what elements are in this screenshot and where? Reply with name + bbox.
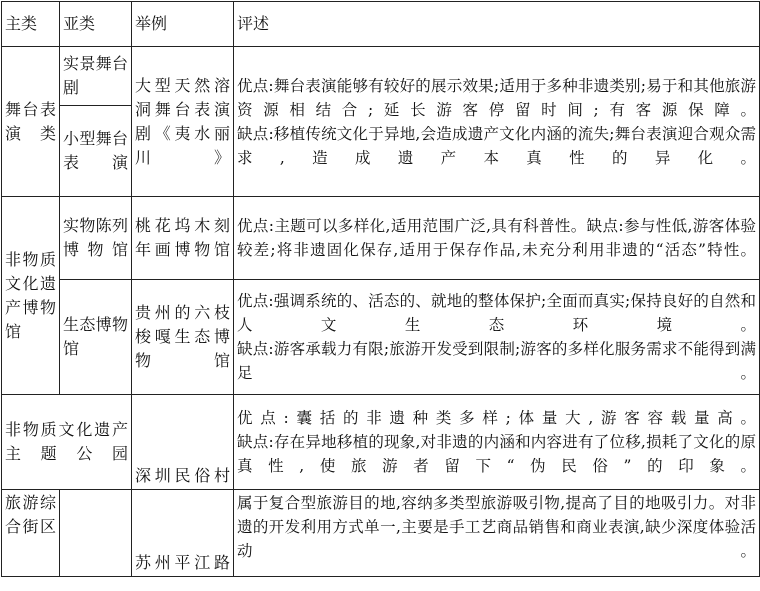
comment-pros: 优点:舞台表演能够有较好的展示效果;适用于多种非遗类别;易于和其他旅游资源相结合;延长游客停留时间;有客源保障。 — [237, 76, 756, 119]
sub-category-cell: 小型舞台表演 — [60, 106, 132, 197]
comment-cell — [234, 395, 760, 490]
header-example: 举例 — [132, 2, 234, 47]
main-category-cell: 旅游综合街区 — [2, 490, 60, 577]
comment-cell — [234, 280, 760, 395]
table-header-row — [2, 2, 760, 47]
heritage-tourism-table — [1, 1, 760, 577]
table-row — [2, 47, 760, 106]
comment-pros: 优点:囊括的非遗种类多样;体量大,游客容载量高。 — [237, 409, 756, 427]
example-cell: 苏州平江路 — [132, 490, 234, 577]
example-cell: 深圳民俗村 — [132, 395, 234, 490]
comment-cell — [234, 197, 760, 280]
main-category-cell: 非物质文化遗产博物馆 — [2, 197, 60, 395]
comment-text: 属于复合型旅游目的地,容纳多类型旅游吸引物,提高了目的地吸引力。对非遗的开发利用方式单一,主要是手工艺商品销售和商业表演,缺少深度体验活动。 — [237, 494, 756, 560]
comment-cell — [234, 47, 760, 197]
header-sub-category: 亚类 — [60, 2, 132, 47]
comment-cons: 缺点:游客承载力有限;旅游开发受到限制;游客的多样化服务需求不能得到满足。 — [237, 340, 756, 382]
example-cell: 大型天然溶洞舞台表演剧《夷水丽川》 — [132, 47, 234, 197]
comment-cons: 缺点:存在异地移植的现象,对非遗的内涵和内容进有了位移,损耗了文化的原真性,使旅游者留下“伪民俗”的印象。 — [237, 433, 756, 475]
sub-category-cell — [60, 490, 132, 577]
sub-category-cell: 实物陈列博物馆 — [60, 197, 132, 280]
example-cell: 贵州的六枝梭嘎生态博物馆 — [132, 280, 234, 395]
example-cell: 桃花坞木刻年画博物馆 — [132, 197, 234, 280]
table-row — [2, 490, 760, 577]
comment-cell — [234, 490, 760, 577]
main-category-cell: 非物质文化遗产主题公园 — [2, 395, 132, 490]
comment-text: 优点:主题可以多样化,适用范围广泛,具有科普性。缺点:参与性低,游客体验较差;将非遗固化保存,适用于保存作品,未充分利用非遗的“活态”特性。 — [237, 217, 756, 259]
comment-cons: 缺点:移植传统文化于异地,会造成遗产文化内涵的流失;舞台表演迎合观众需求,造成遗产本真性的异化。 — [237, 124, 756, 167]
table-row — [2, 197, 760, 280]
main-category-cell: 舞台表演类 — [2, 47, 60, 197]
header-main-category: 主类 — [2, 2, 60, 47]
table-row — [2, 395, 760, 490]
sub-category-cell: 实景舞台剧 — [60, 47, 132, 106]
table-row — [2, 280, 760, 395]
sub-category-cell: 生态博物馆 — [60, 280, 132, 395]
comment-pros: 优点:强调系统的、活态的、就地的整体保护;全面而真实;保持良好的自然和人文生态环境。 — [237, 292, 756, 334]
header-comment: 评述 — [234, 2, 760, 47]
